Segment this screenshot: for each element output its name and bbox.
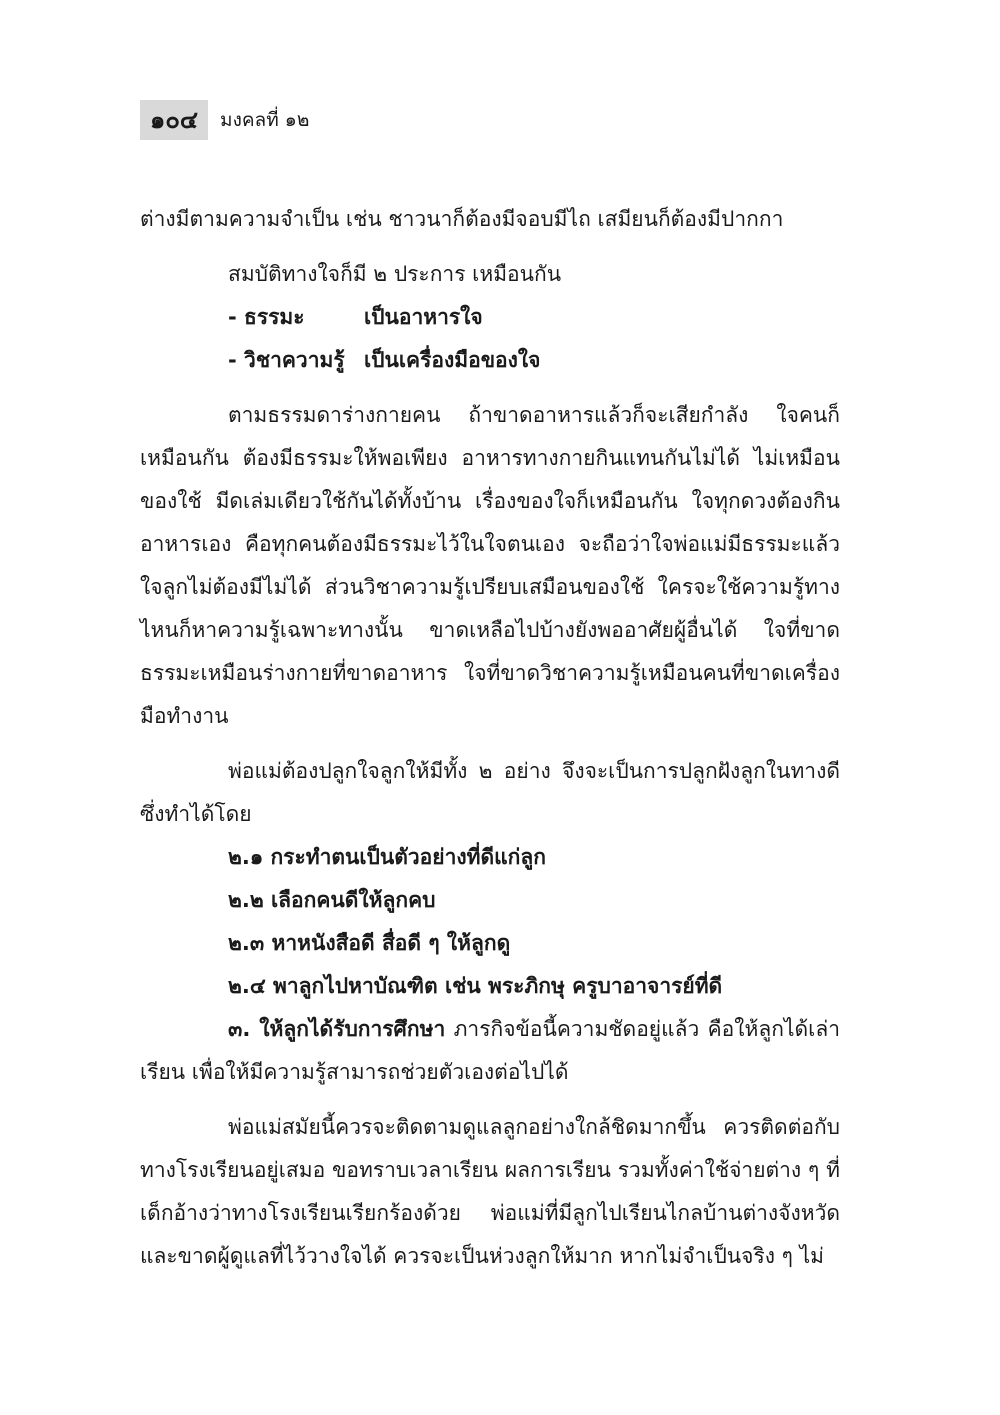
definition-term: - ธรรมะ: [228, 305, 305, 329]
paragraph-4: พ่อแม่ต้องปลูกใจลูกให้มีทั้ง ๒ อย่าง จึงจะเป็นการปลูกฝังลูกในทางดีซึ่งทำได้โดย: [140, 759, 840, 826]
definition-term: - วิชาความรู้: [228, 348, 345, 372]
paragraph-5: [140, 1008, 840, 1094]
paragraph-5-text: ภารกิจข้อนี้ความชัดอยู่แล้ว คือให้ลูกได้เล่าเรียน เพื่อให้มีความรู้สามารถช่วยตัวเองต่อไปได้: [140, 1017, 840, 1084]
definition-meaning: เป็นอาหารใจ: [364, 305, 483, 329]
list-item: ๒.๑ กระทำตนเป็นตัวอย่างที่ดีแก่ลูก: [228, 845, 546, 869]
list-item: ๒.๔ พาลูกไปหาบัณฑิต เช่น พระภิกษุ ครูบาอาจารย์ที่ดี: [228, 974, 723, 998]
paragraph-3: ตามธรรมดาร่างกายคน ถ้าขาดอาหารแล้วก็จะเสียกำลัง ใจคนก็เหมือนกัน ต้องมีธรรมะให้พอเพียง อาหารทางกายกินแทนกันไม่ได้ ไม่เหมือนของใช้ มีดเล่มเดียวใช้กันได้ทั้งบ้าน เรื่องของใจก็เหมือนกัน ใจทุกดวงต้องกินอาหารเอง คือทุกคนต้องมีธรรมะไว้ในใจตนเอง จะถือว่าใจพ่อแม่มีธรรมะแล้วใจลูกไม่ต้องมีไม่ได้ ส่วนวิชาความรู้เปรียบเสมือนของใช้ ใครจะใช้ความรู้ทางไหนก็หาความรู้เฉพาะทางนั้น ขาดเหลือไปบ้างยังพออาศัยผู้อื่นได้ ใจที่ขาดธรรมะเหมือนร่างกายที่ขาดอาหาร ใจที่ขาดวิชาความรู้เหมือนคนที่ขาดเครื่องมือทำงาน: [140, 403, 840, 728]
page-header: [140, 100, 309, 140]
paragraph-2: สมบัติทางใจก็มี ๒ ประการ เหมือนกัน: [228, 262, 562, 286]
definition-row: [140, 339, 840, 382]
definition-row: [140, 296, 840, 339]
paragraph-1: ต่างมีตามความจำเป็น เช่น ชาวนาก็ต้องมีจอบมีไถ เสมียนก็ต้องมีปากกา: [140, 207, 784, 231]
definition-meaning: เป็นเครื่องมือของใจ: [364, 348, 541, 372]
section-heading: ๓. ให้ลูกได้รับการศึกษา: [228, 1017, 446, 1041]
list-item: ๒.๓ หาหนังสือดี สื่อดี ๆ ให้ลูกดู: [228, 931, 511, 955]
list-item: ๒.๒ เลือกคนดีให้ลูกคบ: [228, 888, 436, 912]
page-body: [140, 198, 840, 1278]
page-number: ๑๐๔: [140, 100, 208, 140]
chapter-title: มงคลที่ ๑๒: [220, 109, 310, 131]
paragraph-6: พ่อแม่สมัยนี้ควรจะติดตามดูแลลูกอย่างใกล้ชิดมากขึ้น ควรติดต่อกับทางโรงเรียนอยู่เสมอ ขอทราบเวลาเรียน ผลการเรียน รวมทั้งค่าใช้จ่ายต่าง ๆ ที่เด็กอ้างว่าทางโรงเรียนเรียกร้องด้วย พ่อแม่ที่มีลูกไปเรียนไกลบ้านต่างจังหวัดและขาดผู้ดูแลที่ไว้วางใจได้ ควรจะเป็นห่วงลูกให้มาก หากไม่จำเป็นจริง ๆ ไม่: [140, 1115, 840, 1268]
